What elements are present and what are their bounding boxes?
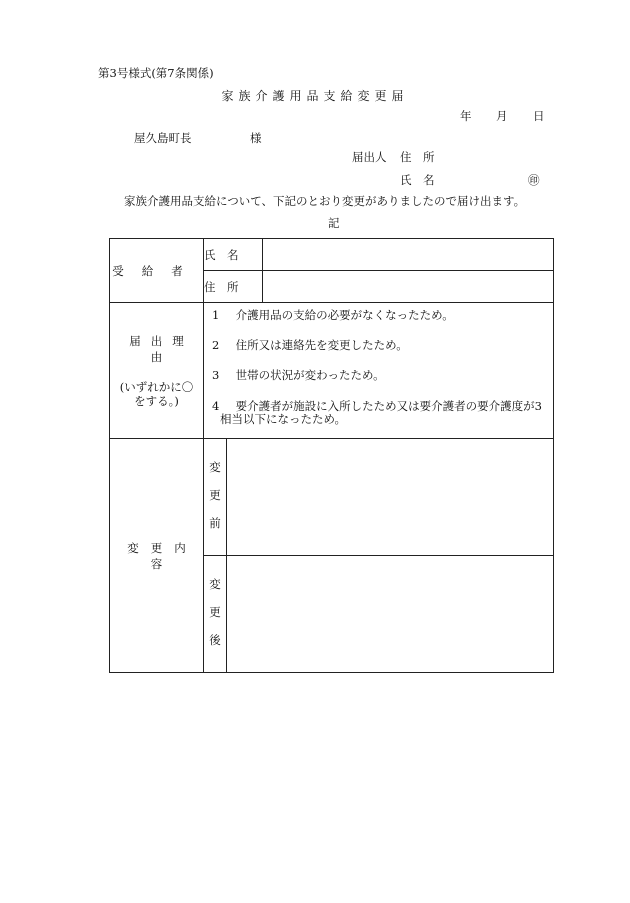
reason-option-2[interactable] — [212, 339, 545, 352]
document-title: 家族介護用品支給変更届 — [221, 89, 409, 103]
statement-text: 家族介護用品支給について、下記のとおり変更がありましたので届け出ます。 — [124, 194, 526, 208]
reason-option-text: 世帯の状況が変わったため。 — [235, 368, 385, 383]
reason-option-number: 4 — [212, 398, 220, 413]
reason-label-cell — [110, 303, 204, 439]
after-label-char: 変 — [209, 576, 221, 591]
change-form-table — [109, 238, 554, 673]
date-year-label: 年 — [460, 109, 472, 123]
change-content-label: 変更内容 — [110, 439, 204, 673]
before-label-char: 変 — [209, 459, 221, 474]
applicant-label: 届出人 — [352, 150, 387, 164]
before-content-field[interactable] — [227, 439, 554, 556]
date-month-label: 月 — [496, 109, 508, 123]
after-label-char: 後 — [209, 632, 221, 647]
reason-option-3[interactable] — [212, 369, 545, 382]
reason-note-line2: をする。) — [134, 393, 179, 408]
recipient-address-field[interactable] — [263, 271, 554, 303]
recipient-address-label: 住 所 — [204, 271, 263, 303]
recipient-label: 受給者 — [110, 239, 204, 303]
applicant-name-label: 氏 名 — [400, 173, 435, 187]
reason-option-number: 2 — [212, 338, 220, 353]
seal-mark: ㊞ — [528, 173, 540, 187]
recipient-name-label: 氏 名 — [204, 239, 263, 271]
reason-option-text: 要介護者が施設に入所したため又は要介護者の要介護度が3 — [235, 398, 542, 413]
reason-options — [204, 303, 554, 439]
reason-option-text-continued: 相当以下になったため。 — [220, 411, 347, 426]
after-content-field[interactable] — [227, 556, 554, 673]
form-number: 第3号様式(第7条関係) — [98, 66, 214, 80]
honorific: 様 — [250, 131, 262, 145]
reason-option-4[interactable] — [212, 400, 545, 426]
before-label-char: 前 — [209, 515, 221, 530]
before-label-cell — [204, 439, 227, 556]
before-label-char: 更 — [209, 487, 221, 502]
reason-option-text: 介護用品の支給の必要がなくなったため。 — [235, 308, 454, 322]
reason-note-line1: (いずれかに〇 — [119, 380, 194, 395]
reason-option-number: 1 — [212, 308, 220, 322]
reason-label: 届出理由 — [129, 334, 194, 365]
reason-option-number: 3 — [212, 368, 220, 383]
recipient-name-field[interactable] — [263, 239, 554, 271]
after-label-cell — [204, 556, 227, 673]
reason-option-text: 住所又は連絡先を変更したため。 — [235, 338, 408, 353]
date-day-label: 日 — [533, 109, 545, 123]
applicant-address-label: 住 所 — [400, 150, 435, 164]
addressee: 屋久島町長 — [134, 131, 192, 145]
reason-option-1[interactable] — [212, 309, 545, 322]
after-label-char: 更 — [209, 604, 221, 619]
ki-heading: 記 — [328, 216, 340, 230]
